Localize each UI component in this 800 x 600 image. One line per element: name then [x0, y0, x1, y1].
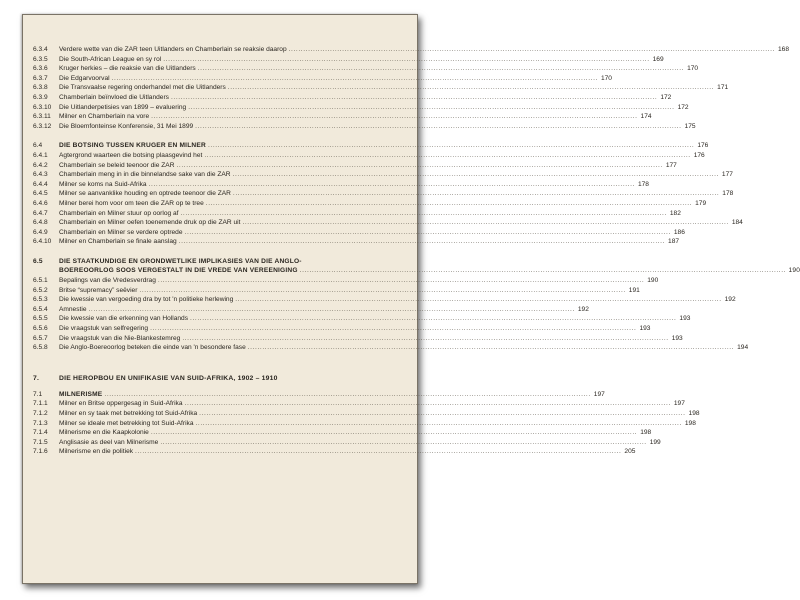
toc-entry: 6.4.10 Milner en Chamberlain se finale aanslag ..... 187 — [33, 237, 403, 247]
section-heading-6-4: 6.4 DIE BOTSING TUSSEN KRUGER EN MILNER ..... 176 — [33, 141, 403, 151]
chapter-heading-7: 7. DIE HEROPBOU EN UNIFIKASIE VAN SUID-AFRIKA, 1902 – 1910 — [33, 374, 278, 382]
toc-entry: 6.3.7 Die Edgarvoorval ..... 170 — [33, 74, 403, 84]
section-6-3-entries — [33, 45, 790, 131]
toc-entry: 6.4.7 Chamberlain en Milner stuur op oorlog af ..... 182 — [33, 209, 403, 219]
toc-entry: 7.1.1 Milner en Britse oppergesag in Suid-Afrika ..... 197 — [33, 399, 403, 409]
section-6-4-entries — [33, 151, 743, 247]
toc-entry: 6.3.10 Die Uitlanderpetisies van 1899 – evaluering ..... 172 — [33, 103, 403, 113]
toc-entry: 6.5.5 Die kwessie van die erkenning van Hollands ..... 193 — [33, 314, 403, 324]
section-6-5-entries — [33, 276, 749, 353]
toc-entry: 6.4.3 Chamberlain meng in in die binnelandse sake van die ZAR ..... 177 — [33, 170, 403, 180]
toc-entry: 6.5.4 Amnestie ..... 192 — [33, 305, 403, 315]
section-heading-6-5: 6.5 DIE STAATKUNDIGE EN GRONDWETLIKE IMPLIKASIES VAN DIE ANGLO- BOEREOORLOG SOOS VERGESTALT IN DIE VREDE VAN VEREENIGING ..... 190 — [33, 257, 403, 276]
toc-entry: 6.3.8 Die Transvaalse regering onderhandel met die Uitlanders ..... 171 — [33, 83, 403, 93]
toc-entry: 7.1.6 Milnerisme en die politiek ..... 205 — [33, 447, 403, 457]
toc-entry: 6.3.6 Kruger herkies – die reaksie van die Uitlanders ..... 170 — [33, 64, 403, 74]
toc-entry: 6.5.1 Bepalings van die Vredesverdrag ..... 190 — [33, 276, 403, 286]
toc-entry: 6.5.6 Die vraagstuk van selfregering ..... 193 — [33, 324, 403, 334]
toc-entry: 6.3.5 Die South-African League en sy rol ..... 169 — [33, 55, 403, 65]
toc-entry: 6.4.1 Agtergrond waarteen die botsing plaasgevind het ..... 176 — [33, 151, 403, 161]
toc-entry: 6.3.9 Chamberlain beïnvloed die Uitlanders ..... 172 — [33, 93, 403, 103]
book-page — [22, 14, 800, 584]
toc-entry: 7.1.4 Milnerisme en die Kaapkolonie ..... 198 — [33, 428, 403, 438]
toc-entry: 7.1.5 Anglisasie as deel van Milnerisme ..... 199 — [33, 438, 403, 448]
toc-entry: 6.4.5 Milner se aanvanklike houding en optrede teenoor die ZAR ..... 178 — [33, 189, 403, 199]
toc-entry: 7.1.2 Milner en sy taak met betrekking tot Suid-Afrika ..... 198 — [33, 409, 403, 419]
section-7-1-entries — [33, 399, 700, 457]
toc-entry: 6.3.12 Die Bloemfonteinse Konferensie, 31 Mei 1899 ..... 175 — [33, 122, 403, 132]
toc-entry: 6.4.2 Chamberlain se beleid teenoor die ZAR ..... 177 — [33, 161, 403, 171]
toc-entry: 6.5.7 Die vraagstuk van die Nie-Blankestemreg ..... 193 — [33, 334, 403, 344]
toc-entry: 6.4.4 Milner se koms na Suid-Afrika ..... 178 — [33, 180, 403, 190]
toc-entry: 6.4.6 Milner berei hom voor om teen die ZAR op te tree ..... 179 — [33, 199, 403, 209]
toc-entry: 6.3.4 Verdere wette van die ZAR teen Uitlanders en Chamberlain se reaksie daarop ..... 168 — [33, 45, 403, 55]
toc-entry: 6.3.11 Milner en Chamberlain na vore ..... 174 — [33, 112, 403, 122]
toc-entry: 6.5.3 Die kwessie van vergoeding dra by tot 'n politieke herlewing ..... 192 — [33, 295, 403, 305]
table-of-contents — [33, 45, 800, 457]
toc-entry: 6.5.8 Die Anglo-Boereoorlog beteken die einde van 'n besondere fase ..... 194 — [33, 343, 403, 353]
toc-entry: 6.4.9 Chamberlain en Milner se verdere optrede ..... 186 — [33, 228, 403, 238]
toc-entry: 7.1.3 Milner se ideale met betrekking tot Suid-Afrika ..... 198 — [33, 419, 403, 429]
toc-entry: 6.5.2 Britse “supremacy” seëvier ..... 191 — [33, 286, 403, 296]
section-heading-7-1: 7.1 MILNERISME ..... 197 — [33, 390, 403, 400]
toc-entry: 6.4.8 Chamberlain en Milner oefen toenemende druk op die ZAR uit ..... 184 — [33, 218, 403, 228]
